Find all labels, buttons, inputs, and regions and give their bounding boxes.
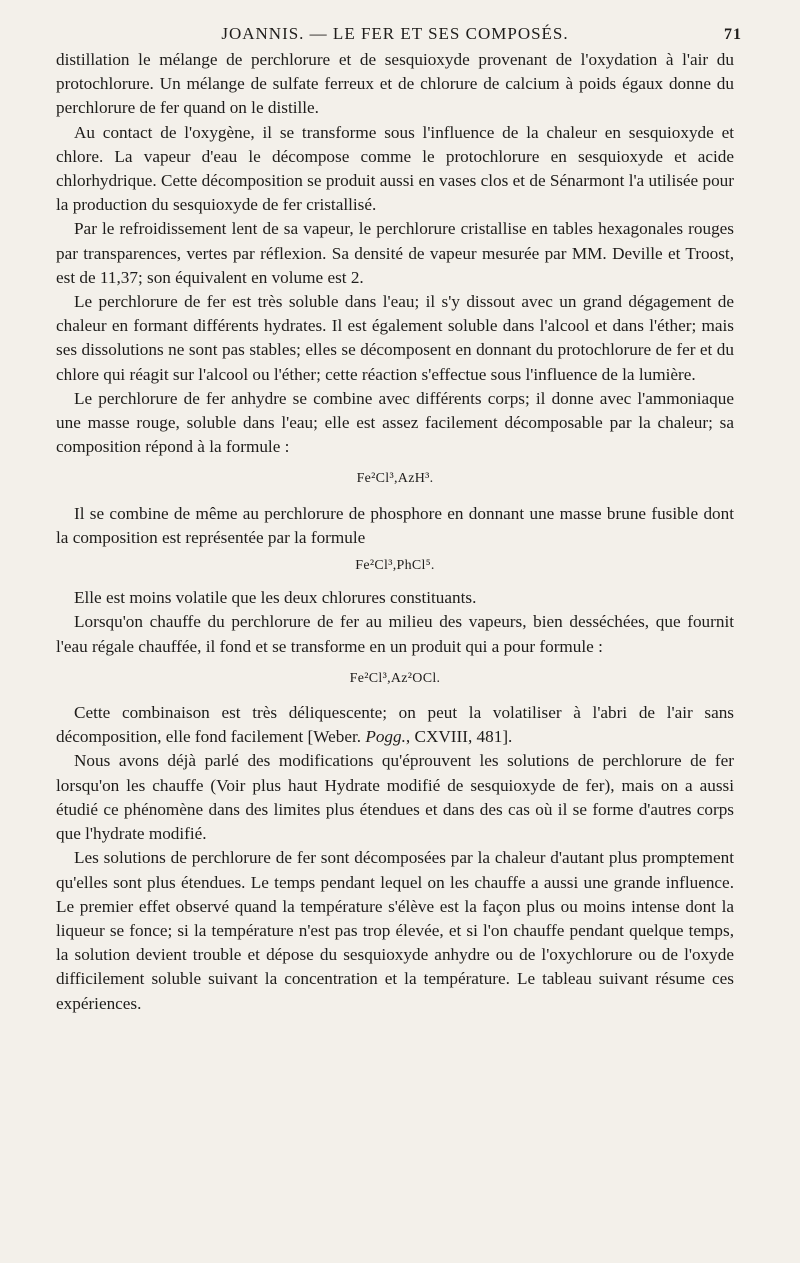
citation-rest: , CXVIII, 481]. [405, 727, 513, 747]
paragraph: Lorsqu'on chauffe du perchlorure de fer au milieu des vapeurs, bien desséchées, que fournit l'eau régale chauffée, il fond et se transforme en un produit qui a pour formule : [56, 612, 734, 656]
paragraph: Il se combine de même au perchlorure de phosphore en donnant une masse brune fusible dont la composition est représentée par la formule [56, 503, 734, 547]
paragraph: Le perchlorure de fer est très soluble dans l'eau; il s'y dissout avec un grand dégagement de chaleur en formant différents hydrates. Il est également soluble dans l'alcool et dans l'éther; mais ses dissolutions ne sont pas stables; elles se décomposent en donnant du protochlorure de fer et du chlore qui réagit sur l'alcool ou l'éther; cette réaction s'effectue sous l'influence de la lumière. [56, 292, 734, 384]
paragraph: Nous avons déjà parlé des modifications qu'éprouvent les solutions de perchlorure de fer lorsqu'on les chauffe (Voir plus haut Hydrate modifié de sesquioxyde de fer), mais on a aussi étudié ce phénomène dans des limites plus étendues et dans des cas où il se forme d'autres corps que l'hydrate modifié. [56, 751, 734, 844]
paragraph-weber [56, 701, 734, 749]
citation-journal: Pogg. [365, 727, 406, 747]
paragraph: Elle est moins volatile que les deux chlorures constituants. [74, 588, 477, 608]
formula-phosphorus: Fe²Cl³,PhCl⁵. [355, 558, 435, 574]
paragraph: Au contact de l'oxygène, il se transforme sous l'influence de la chaleur en sesquioxyde et chlore. La vapeur d'eau le décompose comme le protochlorure en sesquioxyde et acide chlorhydrique. Cette décomposition se produit aussi en vases clos et de Sénarmont l'a utilisée pour la production du sesquioxyde de fer cristallisé. [56, 122, 734, 215]
page-number: 71 [724, 26, 742, 43]
paragraph: Par le refroidissement lent de sa vapeur, le perchlorure cristallise en tables hexagonales rouges par transparences, vertes par réflexion. Sa densité de vapeur mesurée par MM. Deville et Troost, est de 11,37; son équivalent en volume est 2. [56, 219, 734, 287]
paragraph: distillation le mélange de perchlorure et de sesquioxyde provenant de l'oxydation à l'air du protochlorure. Un mélange de sulfate ferreux et de chlorure de calcium à poids égaux donne du perchlorure de fer quand on le distille. [56, 50, 734, 118]
formula-ammonia: Fe²Cl³,AzH³. [356, 471, 434, 487]
body-text [56, 48, 734, 1016]
running-header [56, 20, 742, 48]
paragraph-text: Cette combinaison est très déliquescente; on peut la volatiliser à l'abri de l'air sans décomposition, elle fond facilement [Weber. [56, 703, 734, 747]
formula-aqua-regia: Fe²Cl³,Az²OCl. [349, 670, 441, 686]
paragraph: Le perchlorure de fer anhydre se combine avec différents corps; il donne avec l'ammoniaque une masse rouge, soluble dans l'eau; elle est assez facilement décomposable par la chaleur; sa composition répond à la formule : [56, 388, 734, 457]
paragraph: Les solutions de perchlorure de fer sont décomposées par la chaleur d'autant plus promptement qu'elles sont plus étendues. Le temps pendant lequel on les chauffe a aussi une grande influence. Le premier effet observé quand la température s'élève est la façon plus ou moins intense dont la liqueur se fonce; si la température n'est pas trop élevée, et si l'on chauffe pendant quelque temps, la solution devient trouble et dépose du sesquioxyde anhydre ou de l'oxychlorure ou de l'oxyde difficilement soluble suivant la concentration et la température. Le tableau suivant résume ces expériences. [56, 848, 734, 1013]
running-title: JOANNIS. — LE FER ET SES COMPOSÉS. [221, 24, 569, 43]
